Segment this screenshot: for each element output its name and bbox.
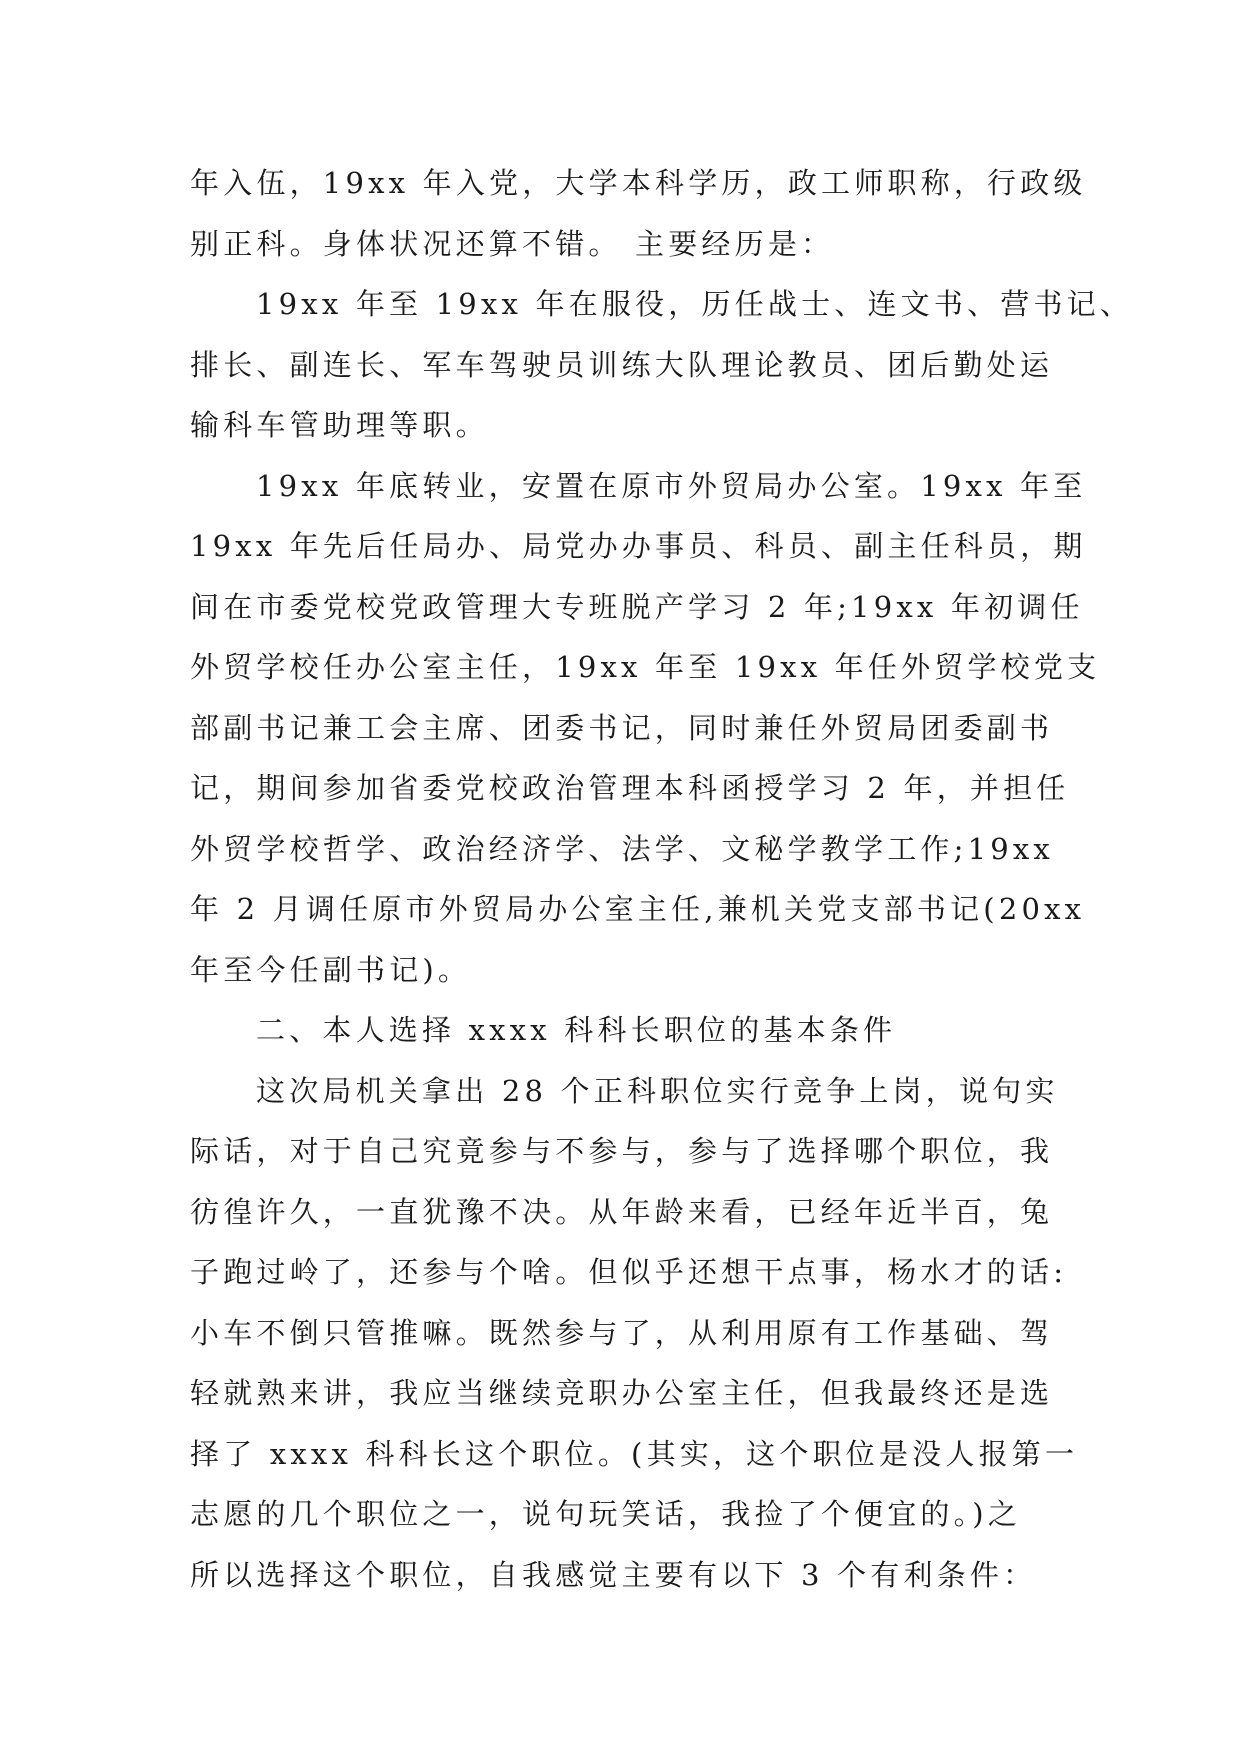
text-line: 19xx 年至 19xx 年在服役，历任战士、连文书、营书记、: [256, 287, 1134, 321]
text-line: 择了 xxxx 科科长这个职位。(其实，这个职位是没人报第一: [190, 1436, 1079, 1471]
text-line: 外贸学校哲学、政治经济学、法学、文秘学教学工作;19xx: [190, 831, 1054, 866]
text-line: 这次局机关拿出 28 个正科职位实行竞争上岗，说句实: [256, 1073, 1059, 1108]
text-line: 别正科。身体状况还算不错。 主要经历是：: [190, 226, 835, 261]
text-line: 年 2 月调任原市外贸局办公室主任,兼机关党支部书记(20xx: [190, 892, 1086, 926]
text-line: 外贸学校任办公室主任，19xx 年至 19xx 年任外贸学校党支: [190, 650, 1101, 684]
section-heading: 二、本人选择 xxxx 科科长职位的基本条件: [256, 1013, 897, 1047]
text-line: 排长、副连长、军车驾驶员训练大队理论教员、团后勤处运: [190, 347, 1054, 382]
text-line: 年至今任副书记)。: [190, 952, 472, 987]
text-line: 记，期间参加省委党校政治管理本科函授学习 2 年，并担任: [190, 771, 1070, 805]
document-body: [190, 153, 1134, 1605]
text-line: 间在市委党校党政管理大专班脱产学习 2 年;19xx 年初调任: [190, 589, 1084, 624]
text-line: 际话，对于自己究竟参与不参与，参与了选择哪个职位，我: [190, 1134, 1054, 1168]
text-line: 轻就熟来讲，我应当继续竞职办公室主任，但我最终还是选: [190, 1376, 1054, 1410]
text-line: 所以选择这个职位，自我感觉主要有以下 3 个有利条件：: [190, 1557, 1037, 1592]
text-line: 19xx 年先后任局办、局党办办事员、科员、副主任科员，期: [190, 529, 1087, 563]
text-line: 19xx 年底转业，安置在原市外贸局办公室。19xx 年至: [256, 468, 1087, 503]
text-line: 小车不倒只管推嘛。既然参与了，从利用原有工作基础、驾: [190, 1315, 1054, 1350]
text-line: 志愿的几个职位之一，说句玩笑话，我捡了个便宜的。)之: [190, 1497, 1022, 1531]
text-line: 输科车管助理等职。: [190, 408, 489, 442]
text-line: 彷徨许久，一直犹豫不决。从年龄来看，已经年近半百，兔: [190, 1194, 1054, 1229]
text-line: 子跑过岭了，还参与个啥。但似乎还想干点事，杨水才的话:: [190, 1255, 1068, 1289]
text-line: 部副书记兼工会主席、团委书记，同时兼任外贸局团委副书: [190, 710, 1054, 745]
text-line: 年入伍，19xx 年入党，大学本科学历，政工师职称，行政级: [190, 166, 1087, 200]
